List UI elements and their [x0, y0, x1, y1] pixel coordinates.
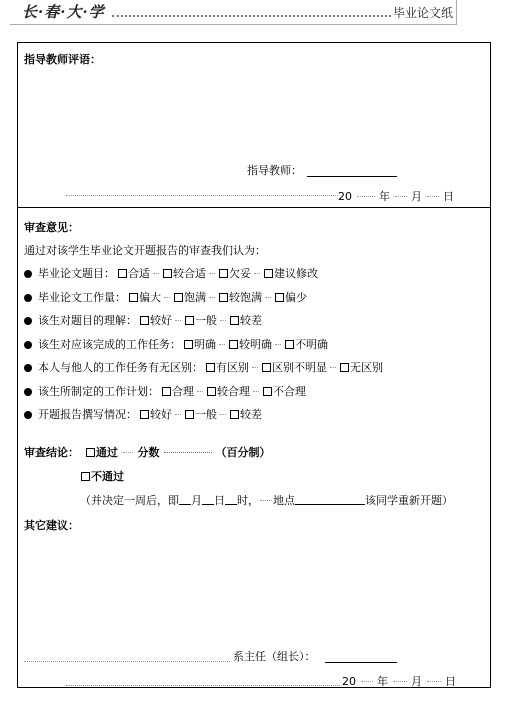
- option-label: 有区别: [216, 361, 249, 374]
- advisor-date-dots: [66, 195, 338, 196]
- option-separator: [175, 414, 181, 415]
- option-label: 一般: [195, 408, 217, 421]
- director-signature-line[interactable]: [325, 662, 397, 663]
- option-checkbox[interactable]: [206, 363, 215, 372]
- note-day-field[interactable]: [202, 504, 214, 505]
- advisor-signature-line[interactable]: [307, 176, 397, 177]
- option-label: 欠妥: [229, 267, 251, 280]
- option-separator: [153, 273, 159, 274]
- option-separator: [265, 297, 271, 298]
- advisor-label: 指导教师：: [247, 164, 302, 177]
- option-label: 较合适: [173, 267, 206, 280]
- option-checkbox[interactable]: [262, 363, 271, 372]
- review-item: [24, 385, 308, 399]
- note-prefix: （并决定一周后，即: [80, 494, 179, 507]
- director-date: [342, 673, 456, 689]
- review-item: [24, 338, 330, 352]
- review-item-label: 该生对题目的理解：: [38, 314, 137, 327]
- option-label: 合理: [172, 384, 194, 398]
- review-item: [24, 408, 264, 422]
- option-label: 较好: [150, 314, 172, 327]
- date-day: 日: [445, 675, 456, 688]
- option-checkbox[interactable]: [264, 269, 273, 278]
- option-checkbox[interactable]: [219, 293, 228, 302]
- header-corner-mark: [456, 0, 457, 25]
- note-month-field[interactable]: [179, 504, 191, 505]
- section-divider: [18, 207, 490, 208]
- option-checkbox[interactable]: [129, 293, 138, 302]
- score-field[interactable]: [164, 452, 212, 453]
- option-label: 较明确: [239, 337, 272, 351]
- note-time: 时，: [237, 494, 259, 507]
- option-label: 较好: [150, 408, 172, 421]
- director-dots: [24, 661, 230, 662]
- option-label: 偏少: [285, 290, 307, 304]
- bullet-icon: [24, 317, 32, 325]
- advisor-date: [338, 188, 454, 204]
- bullet-icon: [24, 270, 32, 278]
- option-checkbox[interactable]: [230, 316, 239, 325]
- option-label: 较合理: [217, 384, 250, 398]
- note-hour-field[interactable]: [225, 504, 237, 505]
- score-label: 分数: [137, 446, 160, 459]
- date-month: 月: [411, 190, 422, 203]
- option-label: 偏大: [139, 290, 161, 304]
- review-item-label: 毕业论文工作量：: [38, 290, 126, 304]
- header-dotted-rule: [112, 15, 391, 17]
- option-checkbox[interactable]: [229, 340, 238, 349]
- review-form: [17, 42, 491, 688]
- option-checkbox[interactable]: [140, 316, 149, 325]
- option-separator: [220, 320, 226, 321]
- option-checkbox[interactable]: [207, 387, 216, 396]
- review-item-label: 该生对应该完成的工作任务：: [38, 337, 181, 351]
- option-checkbox[interactable]: [185, 316, 194, 325]
- option-separator: [175, 320, 181, 321]
- option-separator: [219, 344, 225, 345]
- score-unit: （百分制）: [215, 446, 271, 459]
- option-checkbox[interactable]: [174, 293, 183, 302]
- review-item: [24, 267, 320, 281]
- option-label: 饱满: [184, 290, 206, 304]
- date-month: 月: [411, 675, 422, 688]
- director-date-dots: [66, 685, 340, 686]
- header-rule: [10, 24, 457, 25]
- option-checkbox[interactable]: [140, 410, 149, 419]
- note-month: 月: [191, 494, 202, 507]
- pass-checkbox[interactable]: [86, 448, 95, 457]
- university-brand: 长·春·大·学: [22, 3, 105, 21]
- date-day: 日: [443, 190, 454, 203]
- option-checkbox[interactable]: [275, 293, 284, 302]
- date-year: 年: [379, 190, 390, 203]
- bullet-icon: [24, 411, 32, 419]
- option-separator: [254, 273, 260, 274]
- date-prefix: 20: [342, 675, 356, 688]
- option-separator: [275, 344, 281, 345]
- bullet-icon: [24, 294, 32, 302]
- option-label: 明确: [194, 337, 216, 351]
- review-item: [24, 291, 309, 305]
- note-suffix: 该同学重新开题）: [365, 494, 453, 507]
- option-checkbox[interactable]: [263, 387, 272, 396]
- review-item: [24, 314, 264, 328]
- review-item-label: 毕业论文题目：: [38, 267, 115, 280]
- conclusion-fail-row: [78, 470, 124, 484]
- option-checkbox[interactable]: [184, 340, 193, 349]
- option-label: 合适: [128, 267, 150, 280]
- option-label: 无区别: [350, 361, 383, 374]
- review-item-label: 该生所制定的工作计划：: [38, 384, 159, 398]
- option-separator: [252, 367, 258, 368]
- advisor-comment-heading: 指导教师评语：: [24, 53, 101, 66]
- bullet-icon: [24, 388, 32, 396]
- bullet-icon: [24, 341, 32, 349]
- review-heading: 审查意见：: [24, 221, 79, 234]
- other-suggestions-heading: 其它建议：: [24, 519, 79, 532]
- note-place-field[interactable]: [295, 504, 365, 505]
- conclusion-pass-row: [24, 446, 271, 460]
- option-separator: [164, 297, 170, 298]
- option-checkbox[interactable]: [118, 269, 127, 278]
- fail-label: 不通过: [91, 470, 124, 483]
- option-checkbox[interactable]: [230, 410, 239, 419]
- option-separator: [209, 273, 215, 274]
- date-year: 年: [377, 675, 388, 688]
- option-label: 较差: [240, 408, 262, 421]
- option-checkbox[interactable]: [162, 387, 171, 396]
- option-checkbox[interactable]: [219, 269, 228, 278]
- conclusion-heading: 审查结论：: [24, 446, 79, 459]
- option-separator: [197, 391, 203, 392]
- review-item-label: 本人与他人的工作任务有无区别：: [38, 361, 203, 374]
- bullet-icon: [24, 364, 32, 372]
- review-item: [24, 361, 385, 375]
- date-prefix: 20: [338, 190, 352, 203]
- paper-title: 毕业论文纸: [392, 6, 453, 20]
- option-label: 较饱满: [229, 290, 262, 304]
- option-checkbox[interactable]: [163, 269, 172, 278]
- note-day: 日: [214, 494, 225, 507]
- option-label: 一般: [195, 314, 217, 327]
- option-separator: [330, 367, 336, 368]
- option-checkbox[interactable]: [285, 340, 294, 349]
- option-label: 不明确: [295, 337, 328, 351]
- note-place-label: 地点: [273, 494, 295, 507]
- reschedule-note: [80, 494, 453, 508]
- option-checkbox[interactable]: [185, 410, 194, 419]
- pass-label: 通过: [95, 446, 118, 459]
- option-label: 区别不明显: [272, 361, 327, 374]
- page-header: [0, 0, 511, 28]
- fail-checkbox[interactable]: [81, 472, 90, 481]
- option-label: 不合理: [273, 384, 306, 398]
- option-separator: [209, 297, 215, 298]
- review-intro: 通过对该学生毕业论文开题报告的审查我们认为：: [24, 244, 266, 257]
- director-label: 系主任（组长）：: [233, 650, 316, 663]
- option-label: 建议修改: [274, 267, 318, 280]
- option-separator: [220, 414, 226, 415]
- review-item-label: 开题报告撰写情况：: [38, 408, 137, 421]
- option-checkbox[interactable]: [340, 363, 349, 372]
- option-label: 较差: [240, 314, 262, 327]
- option-separator: [253, 391, 259, 392]
